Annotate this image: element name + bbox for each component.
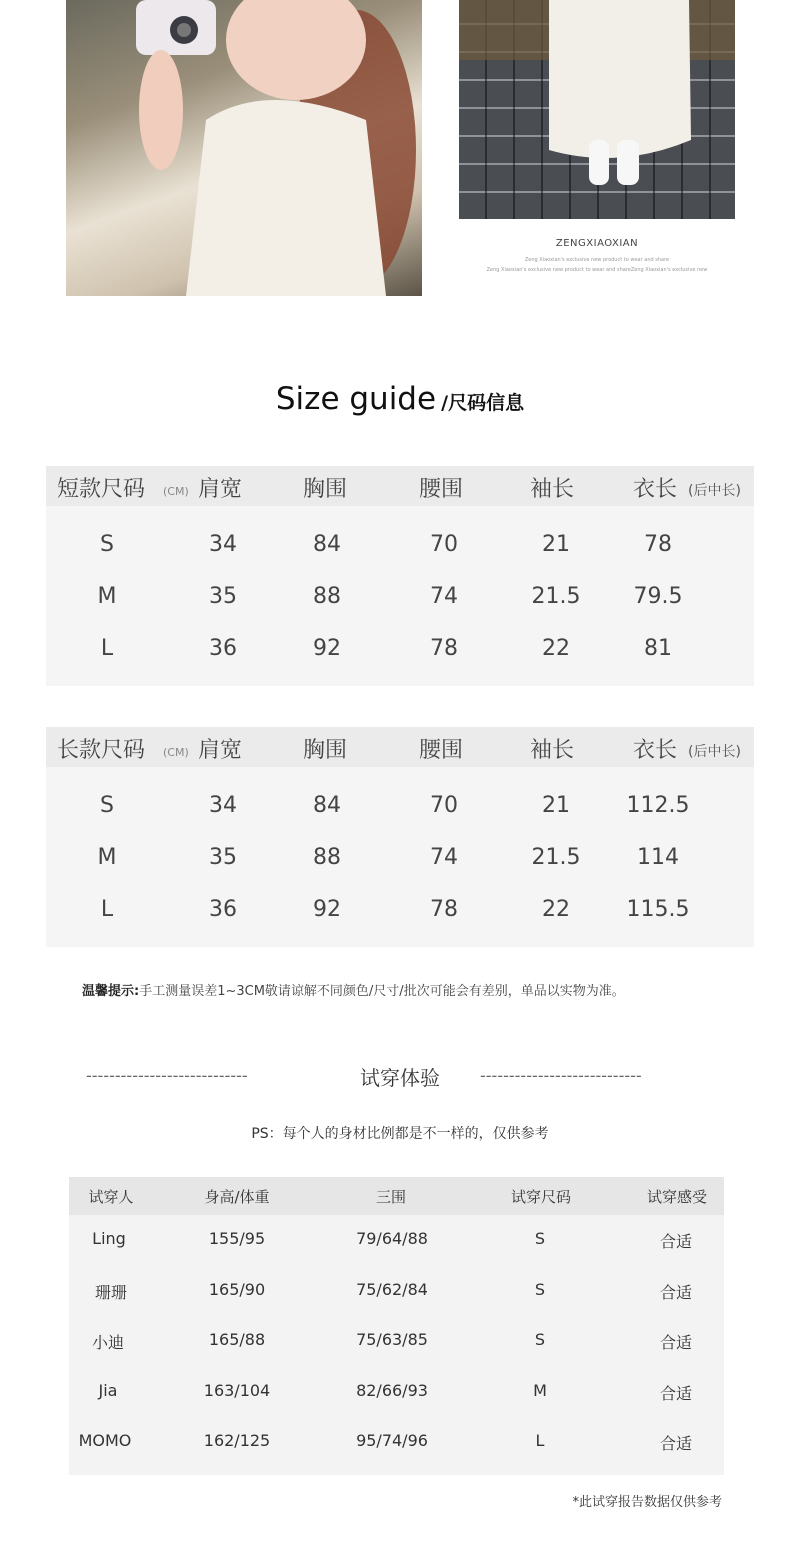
col-length: 衣长 (633, 477, 678, 502)
col-shoulder: 肩宽 (198, 477, 243, 502)
size-cell: L (100, 636, 114, 661)
height-weight-cell: 165/90 (208, 1279, 266, 1299)
col-tester: 试穿人 (88, 1188, 134, 1206)
col-shoulder: 肩宽 (198, 738, 243, 763)
col-height-weight: 身高/体重 (204, 1188, 270, 1206)
waist-cell: 70 (430, 532, 458, 557)
try-on-table (69, 1177, 724, 1475)
height-weight-cell: 163/104 (203, 1380, 271, 1400)
sleeve-cell: 22 (542, 897, 570, 922)
waist-cell: 70 (430, 793, 458, 818)
table-row (46, 781, 754, 833)
table-row (46, 885, 754, 937)
feeling-cell: 合适 (659, 1383, 693, 1403)
table-row (69, 1367, 724, 1418)
waist-cell: 74 (430, 584, 458, 609)
chest-cell: 84 (313, 793, 341, 818)
brand-caption-line-2: Zeng Xiaoxian's exclusive new product to wear and shareZeng Xiaoxian's exclusive new (486, 267, 708, 273)
short-size-unit: (CM) (163, 485, 189, 498)
size-guide-title-en: Size guide (275, 381, 437, 417)
col-chest: 胸围 (303, 738, 348, 763)
table-row (69, 1316, 724, 1367)
shoulder-cell: 34 (209, 793, 237, 818)
tester-cell: Jia (98, 1380, 118, 1400)
col-waist: 腰围 (419, 738, 464, 763)
length-cell: 79.5 (633, 584, 683, 609)
measurements-cell: 75/63/85 (356, 1330, 428, 1350)
col-feeling: 试穿感受 (646, 1188, 708, 1206)
dress-hem-photo (459, 0, 735, 219)
col-tried-size: 试穿尺码 (510, 1188, 572, 1206)
length-cell: 115.5 (626, 897, 690, 922)
table-row (69, 1215, 724, 1266)
tried-size-cell: L (535, 1431, 545, 1451)
size-cell: S (100, 532, 114, 557)
tester-cell: 珊珊 (94, 1282, 128, 1302)
height-weight-cell: 162/125 (203, 1431, 271, 1451)
divider-left: ---------------------------- (86, 1066, 248, 1085)
shoulder-cell: 35 (209, 584, 237, 609)
try-on-footnote: *此试穿报告数据仅供参考 (572, 1495, 722, 1510)
tried-size-cell: S (534, 1330, 546, 1350)
col-sleeve: 袖长 (530, 738, 575, 763)
waist-cell: 74 (430, 845, 458, 870)
size-guide-heading (0, 381, 800, 417)
tester-cell: MOMO (78, 1431, 132, 1451)
sleeve-cell: 21 (542, 532, 570, 557)
sleeve-cell: 21.5 (531, 584, 581, 609)
feeling-cell: 合适 (659, 1333, 693, 1353)
table-row (46, 520, 754, 572)
shoulder-cell: 34 (209, 532, 237, 557)
col-length-note: (后中长) (688, 483, 741, 499)
short-size-table (46, 466, 754, 686)
feeling-cell: 合适 (659, 1282, 693, 1302)
table-row (46, 833, 754, 885)
col-measurements: 三围 (375, 1188, 407, 1206)
short-size-table-header (46, 466, 754, 506)
sleeve-cell: 21.5 (531, 845, 581, 870)
long-size-table (46, 727, 754, 947)
tester-cell: 小迪 (91, 1333, 125, 1353)
height-weight-cell: 165/88 (208, 1330, 266, 1350)
height-weight-cell: 155/95 (208, 1229, 266, 1248)
chest-cell: 84 (313, 532, 341, 557)
long-size-unit: (CM) (163, 746, 189, 759)
measurement-tip (82, 980, 625, 999)
table-row (46, 572, 754, 624)
shoulder-cell: 36 (209, 636, 237, 661)
col-waist: 腰围 (419, 477, 464, 502)
size-cell: L (100, 897, 114, 922)
measurements-cell: 75/62/84 (356, 1279, 428, 1299)
tip-text: 手工测量误差1~3CM敬请谅解不同颜色/尺寸/批次可能会有差别，单品以实物为准。 (139, 984, 625, 999)
waist-cell: 78 (430, 636, 458, 661)
sleeve-cell: 22 (542, 636, 570, 661)
table-row (69, 1266, 724, 1317)
col-length-note: (后中长) (688, 744, 741, 760)
tried-size-cell: S (534, 1279, 546, 1299)
tip-label: 温馨提示: (82, 984, 140, 999)
tried-size-cell: S (534, 1229, 546, 1248)
size-cell: S (100, 793, 114, 818)
long-size-table-header (46, 727, 754, 767)
length-cell: 78 (644, 532, 672, 557)
length-cell: 114 (637, 845, 679, 870)
table-row (69, 1417, 724, 1468)
try-on-title: 试穿体验 (360, 1066, 440, 1090)
model-photo-left (66, 0, 422, 296)
table-row (46, 624, 754, 676)
brand-caption-title: ZENGXIAOXIAN (555, 238, 639, 249)
chest-cell: 92 (313, 897, 341, 922)
tester-cell: Ling (92, 1229, 126, 1248)
model-figure-illustration (66, 0, 422, 296)
divider-right: ---------------------------- (480, 1066, 642, 1085)
size-cell: M (97, 845, 117, 870)
col-sleeve: 袖长 (530, 477, 575, 502)
chest-cell: 92 (313, 636, 341, 661)
col-length: 衣长 (633, 738, 678, 763)
shoulder-cell: 36 (209, 897, 237, 922)
waist-cell: 78 (430, 897, 458, 922)
chest-cell: 88 (313, 584, 341, 609)
dress-hem-illustration (459, 0, 735, 219)
short-size-label: 短款尺码 (57, 477, 146, 502)
feeling-cell: 合适 (659, 1232, 693, 1251)
length-cell: 81 (644, 636, 672, 661)
size-guide-title-zh: /尺码信息 (441, 392, 525, 414)
try-on-table-header (69, 1177, 724, 1215)
brand-caption-line-1: Zeng Xiaoxian's exclusive new product to wear and share (524, 257, 670, 263)
feeling-cell: 合适 (659, 1434, 693, 1454)
size-cell: M (97, 584, 117, 609)
chest-cell: 88 (313, 845, 341, 870)
try-on-ps-note: PS：每个人的身材比例都是不一样的，仅供参考 (251, 1126, 549, 1142)
tried-size-cell: M (533, 1380, 547, 1400)
measurements-cell: 95/74/96 (356, 1431, 428, 1451)
col-chest: 胸围 (303, 477, 348, 502)
length-cell: 112.5 (626, 793, 690, 818)
sleeve-cell: 21 (542, 793, 570, 818)
long-size-label: 长款尺码 (57, 738, 146, 763)
measurements-cell: 79/64/88 (356, 1229, 428, 1248)
shoulder-cell: 35 (209, 845, 237, 870)
measurements-cell: 82/66/93 (356, 1380, 428, 1400)
